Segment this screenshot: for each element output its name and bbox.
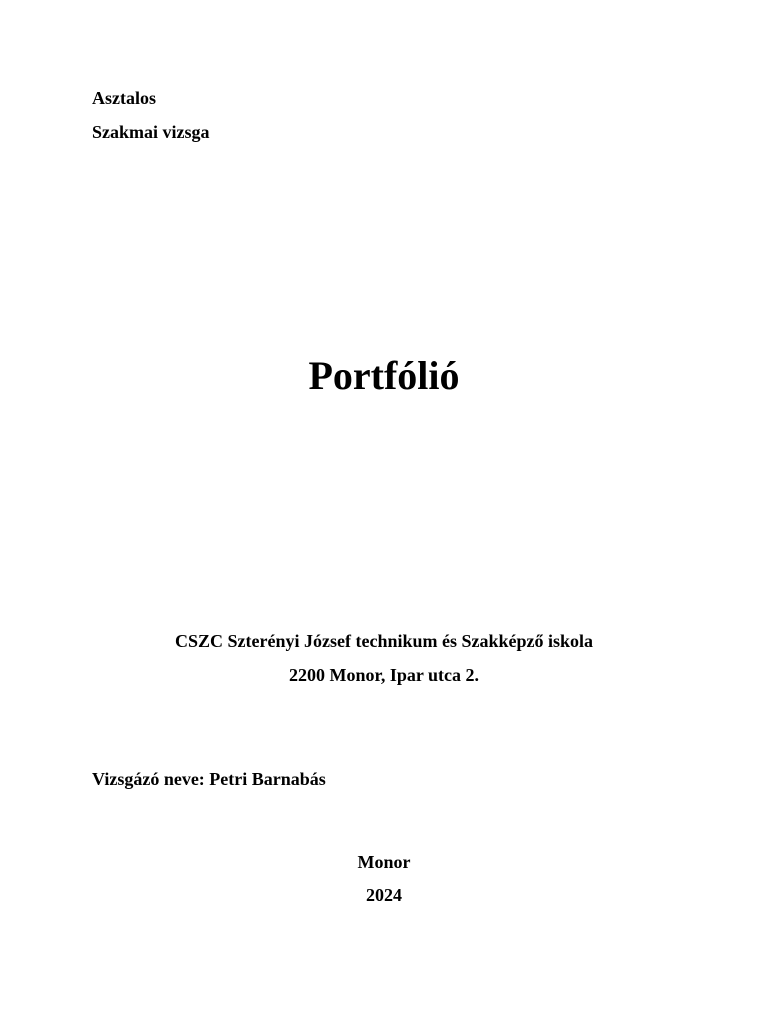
- footer-city: Monor: [357, 852, 411, 872]
- document-title: Portfólió: [308, 353, 460, 398]
- exam-type-label: Szakmai vizsga: [92, 122, 210, 142]
- candidate-name: Vizsgázó neve: Petri Barnabás: [92, 769, 326, 789]
- trade-label: Asztalos: [92, 88, 156, 108]
- school-name: CSZC Szterényi József technikum és Szakképző iskola: [175, 631, 593, 651]
- footer-year: 2024: [366, 885, 402, 905]
- school-address: 2200 Monor, Ipar utca 2.: [288, 665, 479, 685]
